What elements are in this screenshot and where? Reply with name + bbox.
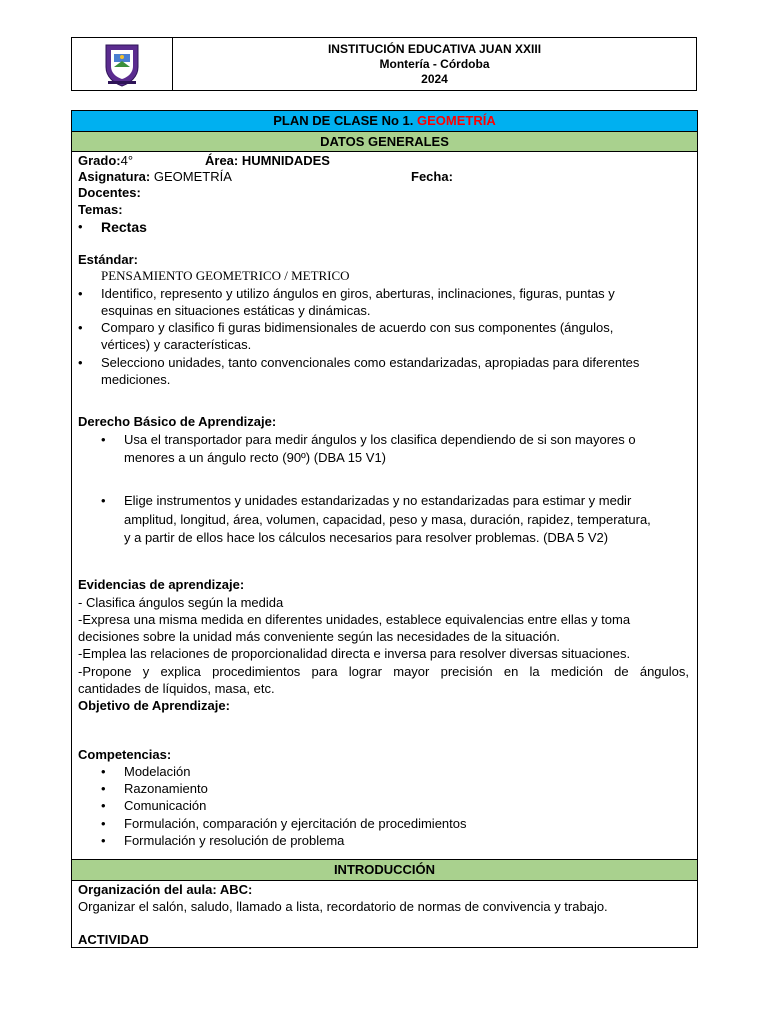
institution-city: Montería - Córdoba <box>379 56 490 71</box>
competencias-label: Competencias: <box>78 747 172 762</box>
introduccion-band: INTRODUCCIÓN <box>72 859 697 881</box>
estandar-item-1-line-2: esquinas en situaciones estáticas y dinámicas. <box>101 303 371 318</box>
dba-item-2-line-2: amplitud, longitud, área, volumen, capacidad, peso y masa, duración, rapidez, temperatura, <box>124 512 651 527</box>
header-table <box>71 37 697 91</box>
estandar-item-2-line-2: vértices) y características. <box>101 337 252 352</box>
fecha-label: Fecha: <box>411 169 453 184</box>
bullet-icon: • <box>101 833 106 848</box>
dba-label: Derecho Básico de Aprendizaje: <box>78 414 277 429</box>
datos-generales-section <box>72 152 697 859</box>
estandar-item-3-line-2: mediciones. <box>101 372 171 387</box>
bullet-icon: • <box>101 781 106 796</box>
estandar-item-1-line-1: Identifico, represento y utilizo ángulos en giros, aberturas, inclinaciones, figuras, puntas y <box>101 286 615 301</box>
plan-subject: GEOMETRÍA <box>417 113 496 128</box>
asignatura-line <box>78 169 232 185</box>
dba-item-1-line-1: Usa el transportador para medir ángulos y los clasifica dependiendo de si son mayores o <box>124 432 636 447</box>
competencia-item: Formulación y resolución de problema <box>124 833 345 848</box>
evidencia-line-3: decisiones sobre la unidad más conveniente según las necesidades de la situación. <box>78 629 561 644</box>
bullet-icon: • <box>78 219 83 234</box>
plan-title-band <box>72 111 697 132</box>
bullet-icon: • <box>78 286 83 301</box>
header-title <box>173 38 696 90</box>
bullet-icon: • <box>78 355 83 370</box>
evidencia-line-5: -Propone y explica procedimientos para lograr mayor precisión en la medición de ángulos, <box>78 664 689 679</box>
competencia-item: Comunicación <box>124 798 207 813</box>
evidencias-label: Evidencias de aprendizaje: <box>78 577 245 592</box>
organizacion-label: Organización del aula: ABC: <box>78 882 253 897</box>
evidencia-line-2: -Expresa una misma medida en diferentes unidades, establece equivalencias entre ellas y toma <box>78 612 631 627</box>
bullet-icon: • <box>78 320 83 335</box>
organizacion-text: Organizar el salón, saludo, llamado a lista, recordatorio de normas de convivencia y trabajo. <box>78 899 608 914</box>
area-label: Área: HUMNIDADES <box>205 153 330 168</box>
asignatura-value: GEOMETRÍA <box>153 169 232 184</box>
school-shield-logo <box>102 41 142 87</box>
plan-title: PLAN DE CLASE No 1. <box>273 113 414 128</box>
estandar-label: Estándar: <box>78 252 138 267</box>
competencia-item: Razonamiento <box>124 781 208 796</box>
institution-name: INSTITUCIÓN EDUCATIVA JUAN XXIII <box>327 41 542 56</box>
temas-label: Temas: <box>78 202 123 217</box>
competencia-item: Modelación <box>124 764 191 779</box>
bullet-icon: • <box>101 493 106 508</box>
plan-table <box>71 110 698 948</box>
objetivo-label: Objetivo de Aprendizaje: <box>78 698 230 713</box>
bullet-icon: • <box>101 816 106 831</box>
estandar-heading: PENSAMIENTO GEOMETRICO / METRICO <box>101 268 350 283</box>
institution-year: 2024 <box>421 71 448 86</box>
estandar-item-3-line-1: Selecciono unidades, tanto convencionales como estandarizadas, apropiadas para diferentes <box>101 355 640 370</box>
docentes-label: Docentes: <box>78 185 141 200</box>
grado-line <box>78 153 133 169</box>
dba-item-1-line-2: menores a un ángulo recto (90º) (DBA 15 V1) <box>124 450 386 465</box>
evidencia-line-6: cantidades de líquidos, masa, etc. <box>78 681 275 696</box>
evidencia-line-1: - Clasifica ángulos según la medida <box>78 595 284 610</box>
bullet-icon: • <box>101 764 106 779</box>
dba-item-2-line-1: Elige instrumentos y unidades estandarizadas y no estandarizadas para estimar y medir <box>124 493 632 508</box>
bullet-icon: • <box>101 798 106 813</box>
competencia-item: Formulación, comparación y ejercitación de procedimientos <box>124 816 467 831</box>
grado-value: 4° <box>120 153 134 168</box>
bullet-icon: • <box>101 432 106 447</box>
dba-item-2-line-3: y a partir de ellos hace los cálculos necesarios para resolver problemas. (DBA 5 V2) <box>124 530 609 545</box>
estandar-item-2-line-1: Comparo y clasifico fi guras bidimensionales de acuerdo con sus componentes (ángulos, <box>101 320 614 335</box>
datos-generales-band: DATOS GENERALES <box>72 132 697 152</box>
grado-label: Grado: <box>78 153 121 168</box>
logo-cell <box>72 38 173 90</box>
actividad-label: ACTIVIDAD <box>78 932 149 947</box>
evidencia-line-4: -Emplea las relaciones de proporcionalidad directa e inversa para resolver diversas situaciones. <box>78 646 631 661</box>
tema-item: Rectas <box>101 219 147 235</box>
asignatura-label: Asignatura: <box>78 169 151 184</box>
